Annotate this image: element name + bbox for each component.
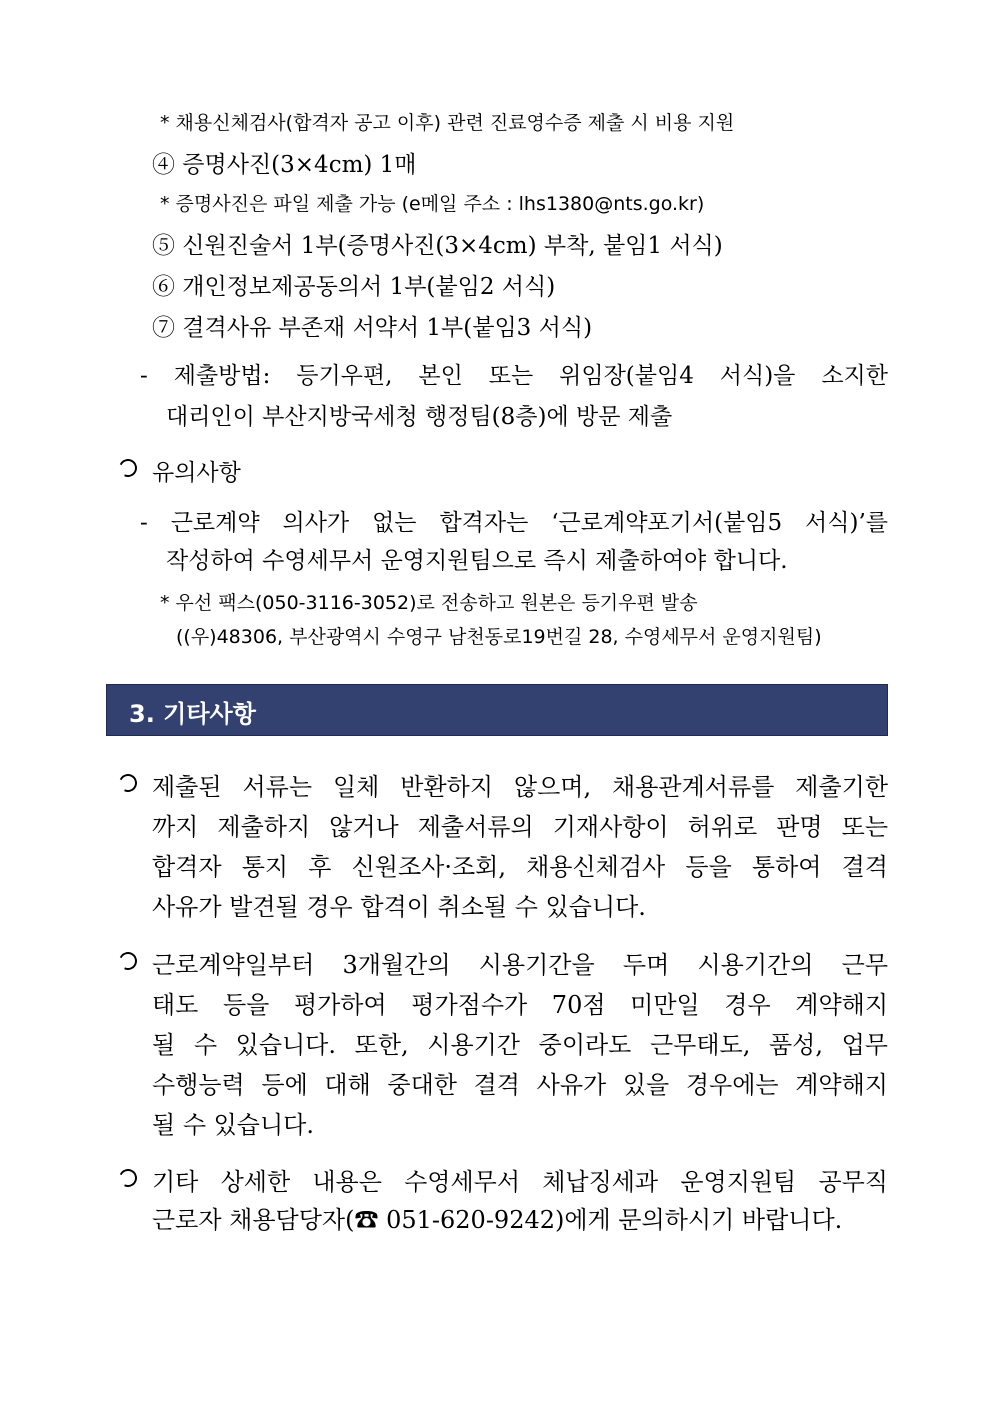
para2-line4: 수행능력 등에 대해 중대한 결격 사유가 있을 경우에는 계약해지 xyxy=(152,1071,888,1099)
notice-line1: - 근로계약 의사가 없는 합격자는 ‘근로계약포기서(붙임5 서식)’를 xyxy=(140,510,888,536)
section-header-bar xyxy=(106,684,888,736)
circle-bullet-icon xyxy=(118,458,138,478)
para3-line2: 근로자 채용담당자(☎ 051-620-9242)에게 문의하시기 바랍니다. xyxy=(152,1206,843,1234)
note-health-check: * 채용신체검사(합격자 공고 이후) 관련 진료영수증 제출 시 비용 지원 xyxy=(160,112,735,134)
notice-line2: 작성하여 수영세무서 운영지원팀으로 즉시 제출하여야 합니다. xyxy=(166,548,788,574)
note-fax: * 우선 팩스(050-3116-3052)로 전송하고 원본은 등기우편 발송 xyxy=(160,592,698,614)
para1-line3: 합격자 통지 후 신원조사·조회, 채용신체검사 등을 통하여 결격 xyxy=(152,853,888,881)
para2-line1: 근로계약일부터 3개월간의 시용기간을 두며 시용기간의 근무 xyxy=(152,951,888,979)
para2-line3: 될 수 있습니다. 또한, 시용기간 중이라도 근무태도, 품성, 업무 xyxy=(152,1031,888,1059)
para1-line1: 제출된 서류는 일체 반환하지 않으며, 채용관계서류를 제출기한 xyxy=(152,773,888,801)
section-title: 3. 기타사항 xyxy=(129,700,256,728)
para1-line2: 까지 제출하지 않거나 제출서류의 기재사항이 허위로 판명 또는 xyxy=(152,813,888,841)
para2-line5: 될 수 있습니다. xyxy=(152,1111,314,1139)
para3-line1: 기타 상세한 내용은 수영세무서 체납징세과 운영지원팀 공무직 xyxy=(152,1168,888,1196)
circle-bullet-icon xyxy=(118,951,138,971)
circle-bullet-icon xyxy=(118,1168,138,1188)
para1-line4: 사유가 발견될 경우 합격이 취소될 수 있습니다. xyxy=(152,893,646,921)
item-identity-statement: ⑤ 신원진술서 1부(증명사진(3×4cm) 부착, 붙임1 서식) xyxy=(152,233,723,259)
item-photo: ④ 증명사진(3×4cm) 1매 xyxy=(152,152,417,178)
item-disqualification-pledge: ⑦ 결격사유 부존재 서약서 1부(붙임3 서식) xyxy=(152,315,593,341)
submission-method-line1: - 제출방법: 등기우편, 본인 또는 위임장(붙임4 서식)을 소지한 xyxy=(140,363,888,389)
para2-line2: 태도 등을 평가하여 평가점수가 70점 미만일 경우 계약해지 xyxy=(152,991,888,1019)
note-photo-email: * 증명사진은 파일 제출 가능 (e메일 주소 : lhs1380@nts.go.kr) xyxy=(160,193,705,215)
notice-title: 유의사항 xyxy=(152,460,241,486)
circle-bullet-icon xyxy=(118,773,138,793)
item-privacy-consent: ⑥ 개인정보제공동의서 1부(붙임2 서식) xyxy=(152,274,556,300)
submission-method-line2: 대리인이 부산지방국세청 행정팀(8층)에 방문 제출 xyxy=(166,404,673,430)
note-address: ((우)48306, 부산광역시 수영구 남천동로19번길 28, 수영세무서 운영지원팀) xyxy=(176,626,822,648)
